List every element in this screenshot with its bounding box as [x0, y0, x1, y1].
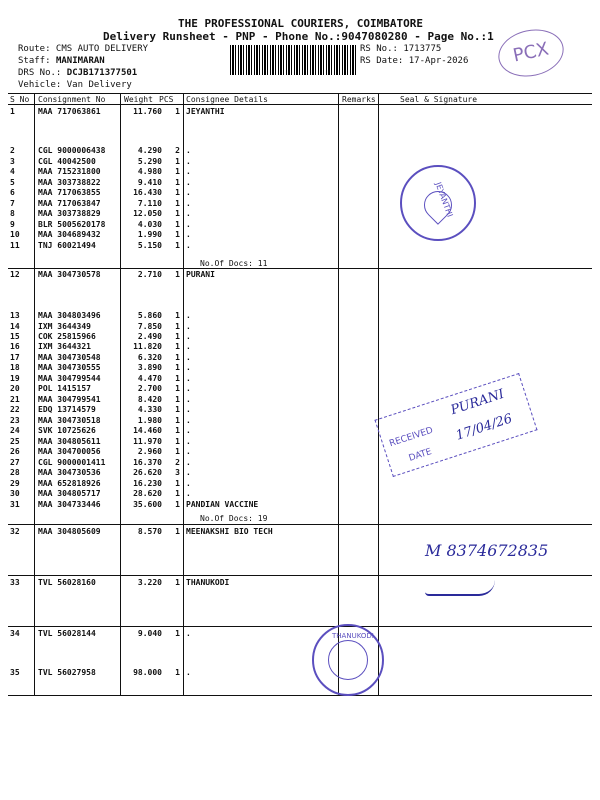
row-consignment-number: MAA 304700056: [38, 447, 101, 456]
row-consignment-number: TVL 56027958: [38, 668, 96, 677]
row-consignee-details: .: [186, 447, 191, 456]
row-consignee-details: THANUKODI: [186, 578, 230, 587]
row-consignee-details: .: [186, 374, 191, 383]
row-weight: 2.700: [137, 384, 162, 393]
row-consignee-details: .: [186, 157, 191, 166]
row-serial-number: 5: [10, 178, 15, 187]
row-consignment-number: TNJ 60021494: [38, 241, 96, 250]
drs-label: DRS No.:: [18, 68, 62, 78]
row-consignee-details: .: [186, 468, 191, 477]
row-pieces: 1: [175, 527, 180, 536]
row-consignment-number: IXM 3644349: [38, 322, 91, 331]
row-serial-number: 19: [10, 374, 20, 383]
row-pieces: 1: [175, 332, 180, 341]
row-pieces: 1: [175, 578, 180, 587]
row-weight: 9.040: [137, 629, 162, 638]
group-separator: [8, 626, 592, 627]
row-serial-number: 21: [10, 395, 20, 404]
row-weight: 2.490: [137, 332, 162, 341]
group-separator: [8, 575, 592, 576]
table-bottom-border: [8, 695, 592, 696]
row-consignee-details: .: [186, 209, 191, 218]
row-consignee-details: PANDIAN VACCINE: [186, 500, 259, 509]
row-consignee-details: MEENAKSHI BIO TECH: [186, 527, 273, 536]
row-pieces: 2: [175, 458, 180, 467]
row-pieces: 3: [175, 468, 180, 477]
pcx-stamp: PCX: [494, 24, 568, 83]
row-consignee-details: PURANI: [186, 270, 215, 279]
route: Route: CMS AUTO DELIVERY: [18, 44, 149, 54]
row-serial-number: 14: [10, 322, 20, 331]
group-separator: [8, 268, 592, 269]
company-name: THE PROFESSIONAL COURIERS, COIMBATORE: [178, 17, 424, 30]
row-pieces: 1: [175, 178, 180, 187]
row-pieces: 1: [175, 426, 180, 435]
row-weight: 8.420: [137, 395, 162, 404]
jeyanthi-seal: [400, 165, 476, 241]
row-pieces: 1: [175, 629, 180, 638]
row-consignee-details: .: [186, 426, 191, 435]
row-pieces: 1: [175, 405, 180, 414]
row-weight: 14.460: [133, 426, 162, 435]
purani-date-signature: 17/04/26: [454, 411, 515, 444]
row-consignment-number: MAA 652818926: [38, 479, 101, 488]
row-consignment-number: COK 25815966: [38, 332, 96, 341]
row-consignment-number: TVL 56028160: [38, 578, 96, 587]
row-pieces: 1: [175, 107, 180, 116]
row-consignment-number: MAA 304730536: [38, 468, 101, 477]
row-consignee-details: .: [186, 489, 191, 498]
col-divider: [338, 93, 339, 695]
row-consignment-number: MAA 717063861: [38, 107, 101, 116]
row-serial-number: 2: [10, 146, 15, 155]
row-serial-number: 8: [10, 209, 15, 218]
row-consignment-number: SVK 10725626: [38, 426, 96, 435]
row-pieces: 1: [175, 199, 180, 208]
row-serial-number: 35: [10, 668, 20, 677]
row-serial-number: 25: [10, 437, 20, 446]
row-weight: 28.620: [133, 489, 162, 498]
row-weight: 2.960: [137, 447, 162, 456]
row-weight: 4.290: [137, 146, 162, 155]
row-consignment-number: MAA 304730548: [38, 353, 101, 362]
row-weight: 8.570: [137, 527, 162, 536]
row-weight: 5.860: [137, 311, 162, 320]
row-pieces: 1: [175, 437, 180, 446]
row-serial-number: 1: [10, 107, 15, 116]
row-weight: 4.030: [137, 220, 162, 229]
row-serial-number: 4: [10, 167, 15, 176]
row-weight: 1.990: [137, 230, 162, 239]
row-serial-number: 9: [10, 220, 15, 229]
row-pieces: 1: [175, 500, 180, 509]
row-consignee-details: .: [186, 199, 191, 208]
row-consignment-number: CGL 9000001411: [38, 458, 106, 467]
row-serial-number: 34: [10, 629, 20, 638]
row-consignee-details: .: [186, 188, 191, 197]
row-serial-number: 10: [10, 230, 20, 239]
row-consignment-number: MAA 304730555: [38, 363, 101, 372]
row-pieces: 2: [175, 146, 180, 155]
row-consignee-details: .: [186, 178, 191, 187]
row-consignment-number: BLR 5005620178: [38, 220, 106, 229]
row-serial-number: 18: [10, 363, 20, 372]
staff-row: [18, 56, 105, 66]
vehicle: Vehicle: Van Delivery: [18, 80, 132, 90]
row-consignee-details: .: [186, 437, 191, 446]
row-consignment-number: MAA 304733446: [38, 500, 101, 509]
col-header-pcs: PCS: [159, 95, 174, 104]
row-consignment-number: CGL 9000006438: [38, 146, 106, 155]
col-divider: [34, 93, 35, 695]
row-consignee-details: .: [186, 311, 191, 320]
row-consignment-number: IXM 3644321: [38, 342, 91, 351]
row-consignee-details: .: [186, 629, 191, 638]
row-consignee-details: .: [186, 342, 191, 351]
table-top-border: [8, 93, 592, 94]
row-serial-number: 12: [10, 270, 20, 279]
row-serial-number: 7: [10, 199, 15, 208]
row-consignee-details: .: [186, 220, 191, 229]
received-label: RECEIVED: [388, 425, 435, 450]
rs-date: RS Date: 17-Apr-2026: [360, 56, 469, 66]
row-pieces: 1: [175, 384, 180, 393]
row-serial-number: 3: [10, 157, 15, 166]
row-pieces: 1: [175, 188, 180, 197]
row-consignment-number: EDQ 13714579: [38, 405, 96, 414]
row-pieces: 1: [175, 416, 180, 425]
row-pieces: 1: [175, 157, 180, 166]
row-weight: 3.890: [137, 363, 162, 372]
col-header-weight: Weight: [124, 95, 153, 104]
row-weight: 4.470: [137, 374, 162, 383]
col-header-sno: S No: [10, 95, 30, 104]
row-weight: 7.110: [137, 199, 162, 208]
col-header-remarks: Remarks: [342, 95, 376, 104]
row-consignment-number: MAA 304689432: [38, 230, 101, 239]
row-consignee-details: .: [186, 668, 191, 677]
row-consignee-details: .: [186, 353, 191, 362]
row-consignment-number: MAA 303738822: [38, 178, 101, 187]
staff-name: MANIMARAN: [55, 56, 105, 66]
row-weight: 7.850: [137, 322, 162, 331]
seal-text: THANUKODI: [332, 632, 374, 640]
row-consignee-details: .: [186, 322, 191, 331]
row-consignment-number: MAA 304730518: [38, 416, 101, 425]
row-consignee-details: .: [186, 332, 191, 341]
row-serial-number: 29: [10, 479, 20, 488]
col-header-seal: Seal & Signature: [400, 95, 478, 104]
row-pieces: 1: [175, 270, 180, 279]
row-weight: 16.430: [133, 188, 162, 197]
row-serial-number: 30: [10, 489, 20, 498]
row-consignee-details: .: [186, 146, 191, 155]
drs-number: DCJB171377501: [66, 68, 138, 78]
seal-emblem-icon: [418, 185, 458, 225]
row-pieces: 1: [175, 311, 180, 320]
row-pieces: 1: [175, 220, 180, 229]
barcode: [230, 45, 356, 75]
row-consignment-number: MAA 303738829: [38, 209, 101, 218]
row-weight: 11.820: [133, 342, 162, 351]
row-serial-number: 20: [10, 384, 20, 393]
row-serial-number: 28: [10, 468, 20, 477]
row-serial-number: 15: [10, 332, 20, 341]
row-consignment-number: MAA 304799544: [38, 374, 101, 383]
row-weight: 5.150: [137, 241, 162, 250]
rs-number: RS No.: 1713775: [360, 44, 442, 54]
row-consignment-number: MAA 304805717: [38, 489, 101, 498]
row-pieces: 1: [175, 167, 180, 176]
row-consignment-number: MAA 717063855: [38, 188, 101, 197]
row-consignment-number: MAA 304730578: [38, 270, 101, 279]
row-pieces: 1: [175, 363, 180, 372]
row-consignment-number: TVL 56028144: [38, 629, 96, 638]
vaccine-signature: M 8374672835: [425, 541, 549, 560]
col-divider: [183, 93, 184, 695]
row-weight: 1.980: [137, 416, 162, 425]
row-serial-number: 24: [10, 426, 20, 435]
row-consignment-number: CGL 40042500: [38, 157, 96, 166]
row-consignee-details: .: [186, 458, 191, 467]
thanukodi-seal: [312, 624, 384, 696]
seal-text: JEYANTHI: [433, 181, 455, 219]
row-weight: 4.330: [137, 405, 162, 414]
row-weight: 4.980: [137, 167, 162, 176]
row-consignee-details: .: [186, 241, 191, 250]
drs-row: [18, 68, 137, 78]
group-doc-count: No.Of Docs: 19: [200, 514, 268, 523]
row-serial-number: 23: [10, 416, 20, 425]
row-consignment-number: MAA 715231800: [38, 167, 101, 176]
row-weight: 11.760: [133, 107, 162, 116]
row-consignee-details: .: [186, 479, 191, 488]
meenakshi-signature: [425, 580, 495, 596]
row-pieces: 1: [175, 353, 180, 362]
row-weight: 6.320: [137, 353, 162, 362]
row-weight: 3.220: [137, 578, 162, 587]
row-consignee-details: .: [186, 384, 191, 393]
row-consignment-number: MAA 304803496: [38, 311, 101, 320]
row-serial-number: 27: [10, 458, 20, 467]
row-pieces: 1: [175, 230, 180, 239]
row-consignee-details: .: [186, 230, 191, 239]
row-pieces: 1: [175, 447, 180, 456]
col-divider: [378, 93, 379, 695]
row-weight: 16.370: [133, 458, 162, 467]
row-weight: 9.410: [137, 178, 162, 187]
group-doc-count: No.Of Docs: 11: [200, 259, 268, 268]
staff-label: Staff:: [18, 56, 51, 66]
row-pieces: 1: [175, 479, 180, 488]
row-consignment-number: MAA 717063847: [38, 199, 101, 208]
row-serial-number: 13: [10, 311, 20, 320]
row-pieces: 1: [175, 241, 180, 250]
row-weight: 98.000: [133, 668, 162, 677]
row-serial-number: 16: [10, 342, 20, 351]
row-serial-number: 6: [10, 188, 15, 197]
row-weight: 11.970: [133, 437, 162, 446]
row-consignee-details: .: [186, 405, 191, 414]
row-pieces: 1: [175, 668, 180, 677]
col-header-consignment: Consignment No: [38, 95, 106, 104]
row-consignment-number: MAA 304799541: [38, 395, 101, 404]
row-weight: 12.050: [133, 209, 162, 218]
row-serial-number: 26: [10, 447, 20, 456]
row-weight: 26.620: [133, 468, 162, 477]
row-serial-number: 22: [10, 405, 20, 414]
row-serial-number: 33: [10, 578, 20, 587]
row-serial-number: 31: [10, 500, 20, 509]
row-consignee-details: JEYANTHI: [186, 107, 225, 116]
row-weight: 5.290: [137, 157, 162, 166]
row-weight: 35.600: [133, 500, 162, 509]
row-consignee-details: .: [186, 167, 191, 176]
row-weight: 2.710: [137, 270, 162, 279]
col-divider: [120, 93, 121, 695]
row-consignment-number: POL 1415157: [38, 384, 91, 393]
row-weight: 16.230: [133, 479, 162, 488]
row-consignee-details: .: [186, 416, 191, 425]
row-pieces: 1: [175, 395, 180, 404]
row-consignment-number: MAA 304805609: [38, 527, 101, 536]
row-consignment-number: MAA 304805611: [38, 437, 101, 446]
row-consignee-details: .: [186, 363, 191, 372]
row-pieces: 1: [175, 209, 180, 218]
row-consignee-details: .: [186, 395, 191, 404]
row-serial-number: 11: [10, 241, 20, 250]
row-serial-number: 17: [10, 353, 20, 362]
group-separator: [8, 524, 592, 525]
purani-signature: PURANI: [449, 386, 507, 419]
seal-inner-ring-icon: [328, 640, 368, 680]
row-serial-number: 32: [10, 527, 20, 536]
row-pieces: 1: [175, 489, 180, 498]
col-header-consignee: Consignee Details: [186, 95, 268, 104]
row-pieces: 1: [175, 374, 180, 383]
row-pieces: 1: [175, 322, 180, 331]
date-label: DATE: [407, 447, 434, 464]
runsheet-subtitle: Delivery Runsheet - PNP - Phone No.:9047080280 - Page No.:1: [103, 30, 494, 43]
row-pieces: 1: [175, 342, 180, 351]
